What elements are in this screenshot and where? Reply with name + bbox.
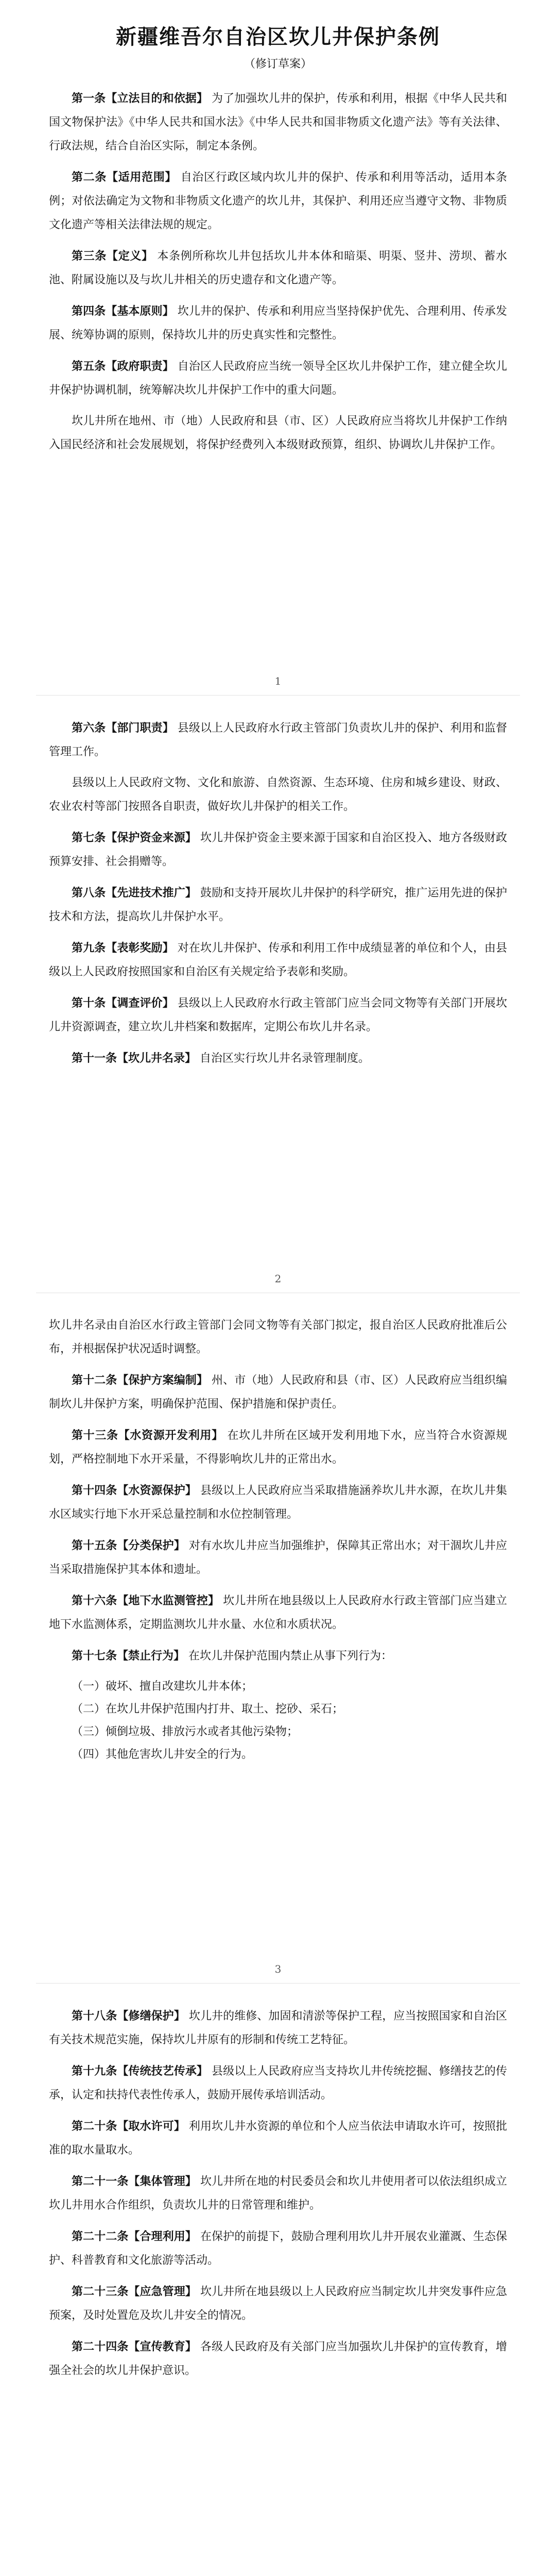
- article-text: 对在坎儿井保护、传承和利用工作中成绩显著的单位和个人，由县级以上人民政府按照国家和自治区有关规定给予表彰和奖励。: [49, 942, 507, 978]
- article-heading: 第四条【基本原则】: [72, 304, 174, 318]
- article-heading: 第七条【保护资金来源】: [72, 831, 197, 844]
- article-text: 坎儿井的保护、传承和利用应当坚持保护优先、合理利用、传承发展、统筹协调的原则，保持坎儿井的历史真实性和完整性。: [49, 305, 507, 342]
- article-heading: 第二十三条【应急管理】: [72, 2285, 197, 2298]
- article-paragraph: [49, 1644, 507, 1668]
- article-paragraph: [49, 1479, 507, 1527]
- article-heading: 第十九条【传统技艺传承】: [72, 2064, 208, 2078]
- article-text: 各级人民政府及有关部门应当加强坎儿井保护的宣传教育，增强全社会的坎儿井保护意识。: [49, 2341, 507, 2377]
- article-paragraph: [49, 354, 507, 402]
- article-paragraph: [49, 2225, 507, 2273]
- page-body: [49, 87, 507, 457]
- article-item: （二）在坎儿井保护范围内打井、取土、挖砂、采石；: [72, 1703, 344, 1716]
- article-heading: 第五条【政府职责】: [72, 360, 174, 373]
- article-text: 坎儿井所在地县级以上人民政府应当制定坎儿井突发事件应急预案，及时处置危及坎儿井安全的情况。: [49, 2285, 507, 2322]
- article-heading: 第十七条【禁止行为】: [72, 1649, 185, 1663]
- article-text: 坎儿井所在地县级以上人民政府水行政主管部门应当建立地下水监测体系，定期监测坎儿井水量、水位和水质状况。: [49, 1595, 507, 1631]
- page-number: 1: [274, 675, 282, 687]
- article-text: 本条例所称坎儿井包括坎儿井本体和暗渠、明渠、竖井、涝坝、蓄水池、附属设施以及与坎儿井相关的历史遗存和文化遗产等。: [49, 250, 507, 286]
- article-paragraph: [49, 410, 507, 457]
- document-page-4: [36, 1984, 520, 2576]
- article-paragraph: [49, 826, 507, 874]
- article-paragraph: [49, 771, 507, 819]
- article-text: 州、市（地）人民政府和县（市、区）人民政府应当组织编制坎儿井保护方案，明确保护范围、保护措施和保护责任。: [49, 1374, 507, 1411]
- article-heading: 第九条【表彰奖励】: [72, 941, 174, 955]
- article-text: 县级以上人民政府文物、文化和旅游、自然资源、生态环境、住房和城乡建设、财政、农业农村等部门按照各自职责，做好坎儿井保护的相关工作。: [49, 776, 507, 813]
- article-item: （四）其他危害坎儿井安全的行为。: [72, 1748, 253, 1761]
- article-text: 自治区人民政府应当统一领导全区坎儿井保护工作，建立健全坎儿井保护协调机制，统筹解决坎儿井保护工作中的重大问题。: [49, 360, 507, 397]
- page-number: 2: [274, 1273, 282, 1285]
- article-item: （一）破坏、擅自改建坎儿井本体；: [72, 1680, 253, 1693]
- article-heading: 第十二条【保护方案编制】: [72, 1374, 208, 1387]
- article-text: 县级以上人民政府应当支持坎儿井传统挖掘、修缮技艺的传承，认定和扶持代表性传承人，鼓励开展传承培训活动。: [49, 2065, 507, 2102]
- article-text: 县级以上人民政府应当采取措施涵养坎儿井水源，在坎儿井集水区域实行地下水开采总量控制和水位控制管理。: [49, 1484, 507, 1521]
- article-paragraph: [49, 716, 507, 764]
- article-text: 为了加强坎儿井的保护，传承和利用，根据《中华人民共和国文物保护法》《中华人民共和国水法》《中华人民共和国非物质文化遗产法》等有关法律、行政法规，结合自治区实际，制定本条例。: [49, 92, 507, 152]
- article-paragraph: [49, 1046, 507, 1071]
- article-text: 在保护的前提下，鼓励合理利用坎儿井开展农业灌溉、生态保护、科普教育和文化旅游等活动。: [49, 2230, 507, 2267]
- article-text: 坎儿井的维修、加固和清淤等保护工程，应当按照国家和自治区有关技术规范实施，保持坎儿井原有的形制和传统工艺特征。: [49, 2010, 507, 2046]
- article-text: 对有水坎儿井应当加强维护，保障其正常出水；对干涸坎儿井应当采取措施保护其本体和遗址。: [49, 1539, 507, 1576]
- article-paragraph: [49, 2114, 507, 2162]
- article-text: 自治区实行坎儿井名录管理制度。: [200, 1052, 370, 1065]
- article-text: 自治区行政区域内坎儿井的保护、传承和利用等活动，适用本条例；对依法确定为文物和非物质文化遗产的坎儿井，其保护、利用还应当遵守文物、非物质文化遗产等相关法律法规的规定。: [49, 171, 507, 231]
- article-paragraph: [49, 936, 507, 984]
- article-text: 县级以上人民政府水行政主管部门负责坎儿井的保护、利用和监督管理工作。: [49, 722, 507, 758]
- document-title: 新疆维吾尔自治区坎儿井保护条例: [116, 25, 440, 49]
- article-paragraph: [49, 1423, 507, 1471]
- article-heading: 第十五条【分类保护】: [72, 1539, 185, 1552]
- document-page-3: [36, 1293, 520, 1984]
- document-subtitle: （修订草案）: [244, 58, 312, 71]
- article-heading: 第十八条【修缮保护】: [72, 2009, 185, 2023]
- article-heading: 第一条【立法目的和依据】: [72, 92, 208, 105]
- article-paragraph: [49, 165, 507, 237]
- page-body: [49, 1314, 507, 1766]
- article-text: 坎儿井保护资金主要来源于国家和自治区投入、地方各级财政预算安排、社会捐赠等。: [49, 832, 507, 868]
- article-paragraph: [49, 2335, 507, 2383]
- article-heading: 第十一条【坎儿井名录】: [72, 1052, 197, 1065]
- document-page-2: [36, 696, 520, 1293]
- article-paragraph: [49, 881, 507, 929]
- article-paragraph: [49, 299, 507, 347]
- page-number: 3: [274, 1963, 282, 1975]
- article-text: 坎儿井名录由自治区水行政主管部门会同文物等有关部门拟定，报自治区人民政府批准后公布，并根据保护状况适时调整。: [49, 1319, 507, 1355]
- article-text: 坎儿井所在地州、市（地）人民政府和县（市、区）人民政府应当将坎儿井保护工作纳入国民经济和社会发展规划，将保护经费列入本级财政预算，组织、协调坎儿井保护工作。: [49, 415, 507, 451]
- article-paragraph: [49, 2280, 507, 2328]
- document-page-1: [36, 10, 520, 696]
- article-heading: 第二十四条【宣传教育】: [72, 2340, 197, 2353]
- article-paragraph: [49, 1534, 507, 1582]
- article-paragraph: [49, 244, 507, 292]
- article-paragraph: [49, 2004, 507, 2052]
- article-text: 坎儿井所在地的村民委员会和坎儿井使用者可以依法组织成立坎儿井用水合作组织，负责坎儿井的日常管理和维护。: [49, 2175, 507, 2212]
- page-body: [49, 2004, 507, 2383]
- article-paragraph: [49, 1314, 507, 1361]
- article-paragraph: [49, 1368, 507, 1416]
- article-text: 利用坎儿井水资源的单位和个人应当依法申请取水许可，按照批准的取水量取水。: [49, 2120, 507, 2157]
- article-heading: 第十四条【水资源保护】: [72, 1484, 197, 1497]
- article-heading: 第二十一条【集体管理】: [72, 2175, 197, 2188]
- article-text: 在坎儿井所在区域开发利用地下水，应当符合水资源规划，严格控制地下水开采量，不得影响坎儿井的正常出水。: [49, 1429, 507, 1466]
- article-paragraph: [49, 991, 507, 1039]
- article-paragraph: [49, 1589, 507, 1637]
- article-text: 县级以上人民政府水行政主管部门应当会同文物等有关部门开展坎儿井资源调查，建立坎儿井档案和数据库，定期公布坎儿井名录。: [49, 997, 507, 1033]
- article-heading: 第十六条【地下水监测管控】: [72, 1594, 220, 1607]
- article-heading: 第十条【调查评价】: [72, 996, 174, 1010]
- article-heading: 第三条【定义】: [72, 249, 153, 263]
- article-heading: 第二条【适用范围】: [72, 171, 177, 184]
- article-item-list: [49, 1675, 507, 1766]
- article-item: （三）倾倒垃圾、排放污水或者其他污染物；: [72, 1725, 299, 1738]
- page-body: [49, 716, 507, 1071]
- article-text: 在坎儿井保护范围内禁止从事下列行为：: [188, 1650, 393, 1663]
- article-paragraph: [49, 87, 507, 158]
- article-heading: 第八条【先进技术推广】: [72, 886, 197, 900]
- article-text: 鼓励和支持开展坎儿井保护的科学研究，推广运用先进的保护技术和方法，提高坎儿井保护水平。: [49, 887, 507, 923]
- article-paragraph: [49, 2170, 507, 2217]
- article-paragraph: [49, 2059, 507, 2107]
- article-heading: 第六条【部门职责】: [72, 721, 174, 735]
- article-heading: 第二十条【取水许可】: [72, 2120, 185, 2133]
- article-heading: 第十三条【水资源开发利用】: [72, 1429, 223, 1442]
- article-heading: 第二十二条【合理利用】: [72, 2230, 197, 2243]
